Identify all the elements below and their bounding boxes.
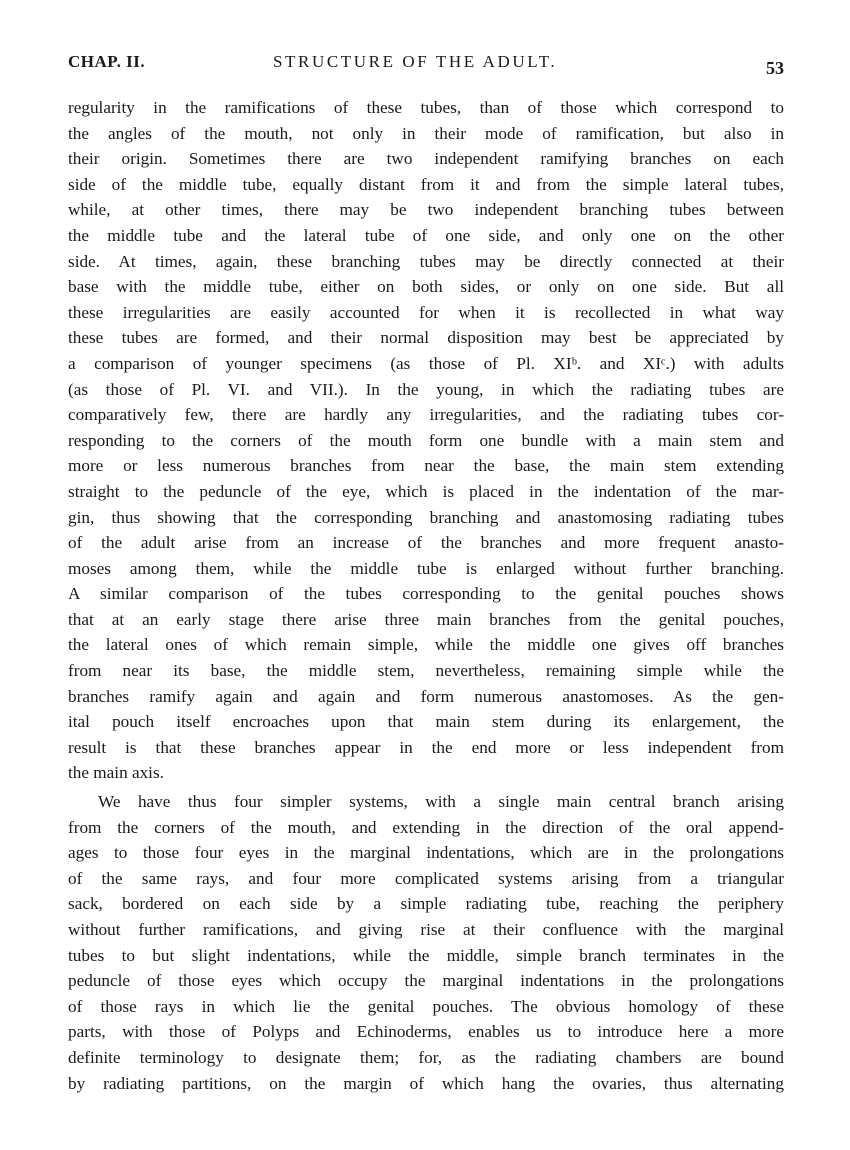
text-line: definite terminology to designate them; for, as the radiating chambers are bound [68,1047,784,1067]
text-line: straight to the peduncle of the eye, which is placed in the indentation of the mar- [68,481,784,501]
text-line: while, at other times, there may be two independent branching tubes between [68,200,784,220]
text-line: parts, with those of Polyps and Echinoderms, enables us to introduce here a more [68,1022,784,1042]
text-line: branches ramify again and again and form numerous anastomoses. As the gen- [68,686,784,706]
text-line: the lateral ones of which remain simple, while the middle one gives off branches [68,635,784,655]
text-line: of those rays in which lie the genital pouches. The obvious homology of these [68,996,784,1016]
text-line: regularity in the ramifications of these tubes, than of those which correspond to [68,98,784,117]
text-line: the main axis. [68,763,164,783]
text-line: sack, bordered on each side by a simple radiating tube, reaching the periphery [68,894,784,914]
text-line: by radiating partitions, on the margin of which hang the ovaries, thus alternating [68,1073,784,1093]
text-line: the middle tube and the lateral tube of one side, and only one on the other [68,225,784,245]
text-line: tubes to but slight indentations, while the middle, simple branch terminates in the [68,945,784,965]
page-number: 53 [766,58,784,78]
text-line: gin, thus showing that the corresponding branching and anastomosing radiating tubes [68,507,784,527]
text-line: of the adult arise from an increase of the branches and more frequent anasto- [68,533,784,553]
text-line: comparatively few, there are hardly any irregularities, and the radiating tubes cor- [68,405,784,425]
text-line: moses among them, while the middle tube is enlarged without further branching. [68,558,784,578]
text-line: We have thus four simpler systems, with a single main central branch arising [98,792,784,812]
text-line: without further ramifications, and giving rise at their confluence with the marginal [68,920,784,939]
paragraph [68,95,784,786]
text-line: ages to those four eyes in the marginal indentations, which are in the prolongations [68,843,784,863]
text-line: from the corners of the mouth, and extending in the direction of the oral append- [68,817,784,837]
text-line: base with the middle tube, either on both sides, or only on one side. But all [68,277,784,297]
text-line: side. At times, again, these branching tubes may be directly connected at their [68,251,784,271]
text-line: result is that these branches appear in the end more or less independent from [68,737,784,757]
body-text [68,95,784,1096]
running-header [68,50,784,80]
text-line: the angles of the mouth, not only in their mode of ramification, but also in [68,123,784,143]
running-title: STRUCTURE OF THE ADULT. [273,52,558,71]
text-line: peduncle of those eyes which occupy the marginal indentations in the prolongations [68,971,784,991]
text-line: side of the middle tube, equally distant from it and from the simple lateral tubes, [68,174,784,194]
text-line: from near its base, the middle stem, nevertheless, remaining simple while the [68,661,784,681]
chapter-label: CHAP. II. [68,52,146,71]
text-line: that at an early stage there arise three main branches from the genital pouches, [68,609,784,629]
text-line: ital pouch itself encroaches upon that main stem during its enlargement, the [68,712,784,732]
paragraph [68,789,784,1096]
text-line: A similar comparison of the tubes corresponding to the genital pouches shows [68,584,784,604]
text-line: these irregularities are easily accounted for when it is recollected in what way [68,302,784,322]
text-line: their origin. Sometimes there are two independent ramifying branches on each [68,149,784,169]
text-line: a comparison of younger specimens (as those of Pl. XIᵇ. and XIᶜ.) with adults [68,353,784,373]
text-line: (as those of Pl. VI. and VII.). In the young, in which the radiating tubes are [68,379,784,399]
text-line: these tubes are formed, and their normal disposition may best be appreciated by [68,328,784,348]
text-line: more or less numerous branches from near the base, the main stem extending [68,456,784,476]
text-line: responding to the corners of the mouth form one bundle with a main stem and [68,430,784,450]
text-line: of the same rays, and four more complicated systems arising from a triangular [68,868,784,888]
